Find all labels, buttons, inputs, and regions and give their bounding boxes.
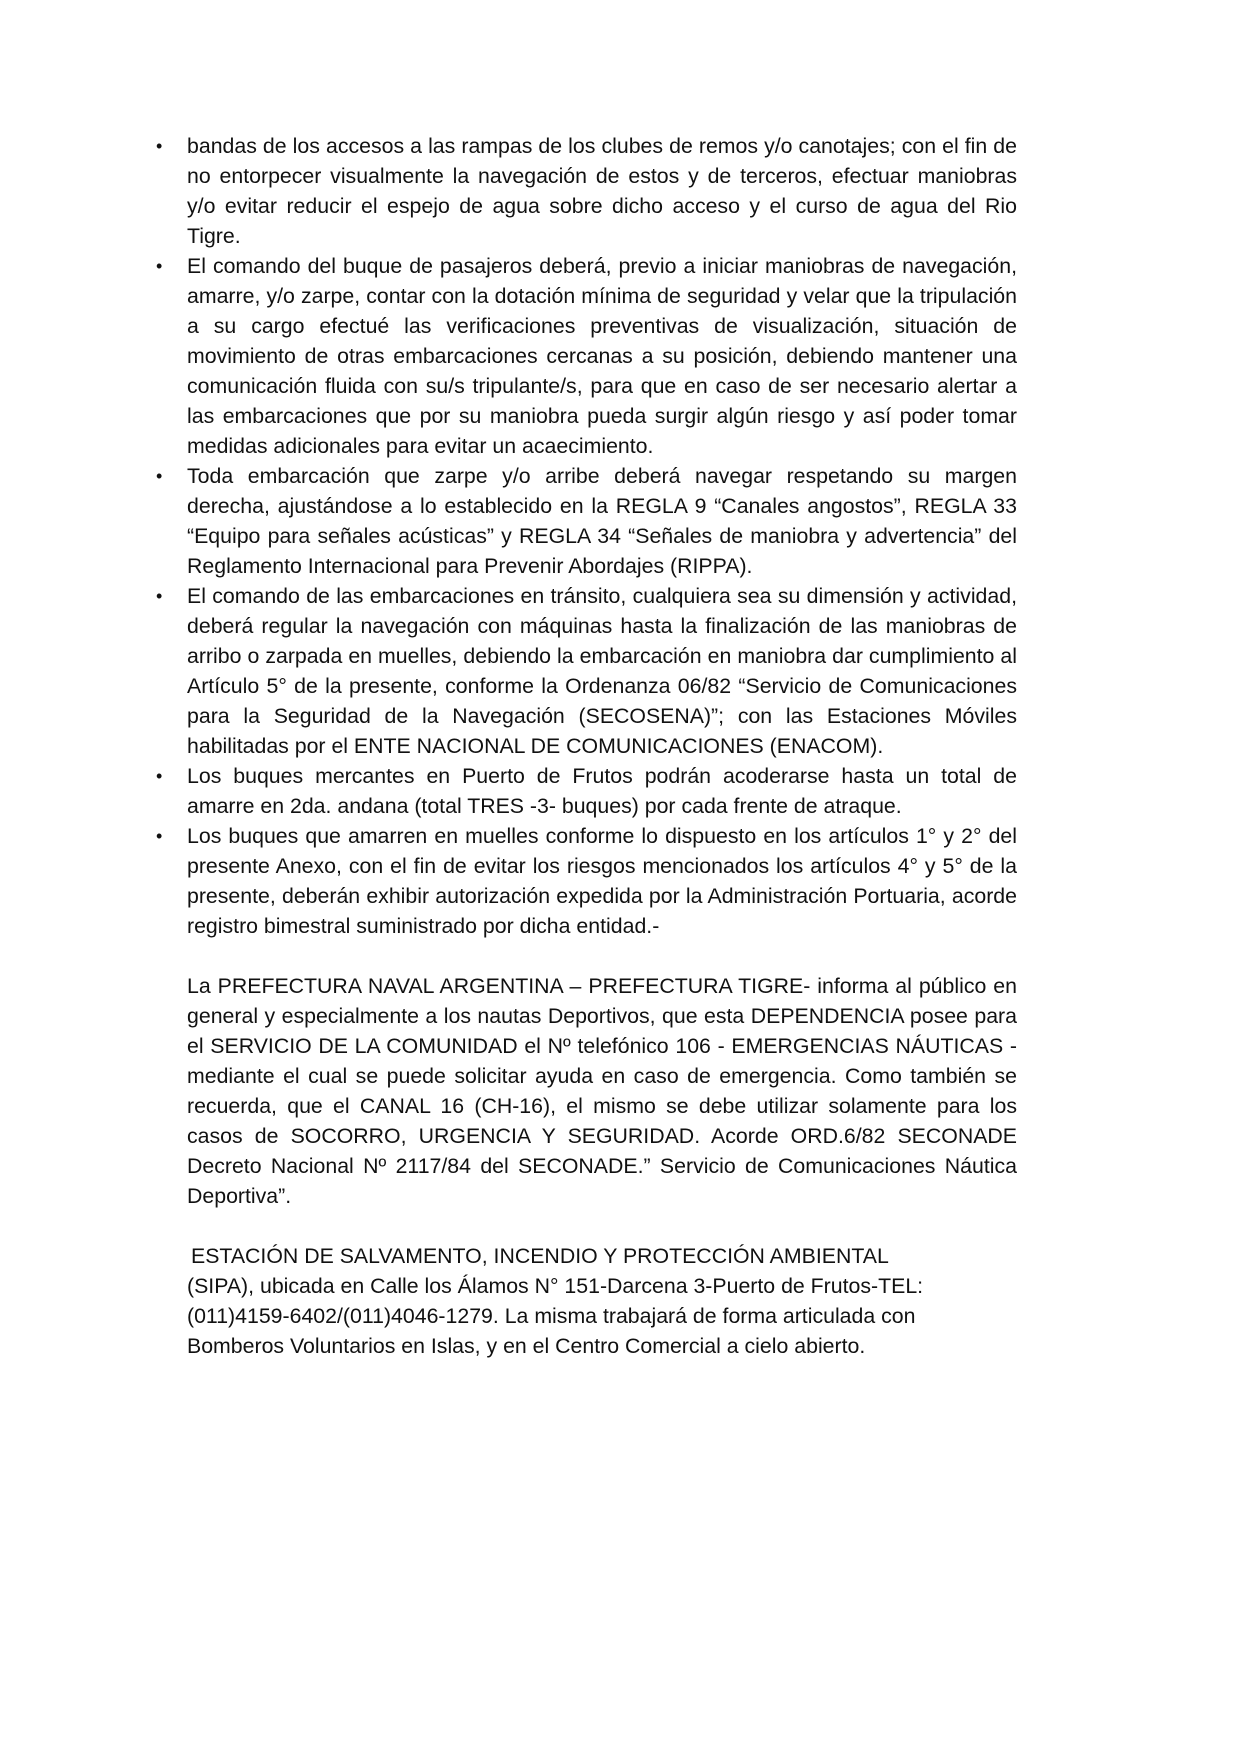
list-item [156,131,1017,251]
bullet-icon: • [156,586,163,606]
list-item-text: Los buques mercantes en Puerto de Frutos podrán acoderarse hasta un total de amarre en 2da. andana (total TRES -3- buques) por cada frente de atraque. [187,764,1017,818]
list-item [156,761,1017,821]
bullet-list [156,131,1017,941]
bullet-icon: • [156,136,163,156]
station-line: (011)4159-6402/(011)4046-1279. La misma trabajará de forma articulada con [187,1304,916,1328]
station-line: Bomberos Voluntarios en Islas, y en el Centro Comercial a cielo abierto. [187,1334,866,1358]
bullet-icon: • [156,256,163,276]
list-item-text: Los buques que amarren en muelles conforme lo dispuesto en los artículos 1° y 2° del presente Anexo, con el fin de evitar los riesgos mencionados los artículos 4° y 5° de la presente, deberán exhibir autorización expedida por la Administración Portuaria, acorde registro bimestral suministrado por dicha entidad.- [187,824,1017,938]
list-item-text: El comando de las embarcaciones en tránsito, cualquiera sea su dimensión y actividad, deberá regular la navegación con máquinas hasta la finalización de las maniobras de arribo o zarpada en muelles, debiendo la embarcación en maniobra dar cumplimiento al Artículo 5° de la presente, conforme la Ordenanza 06/82 “Servicio de Comunicaciones para la Seguridad de la Navegación (SECOSENA)”; con las Estaciones Móviles habilitadas por el ENTE NACIONAL DE COMUNICACIONES (ENACOM). [187,584,1017,758]
list-item-text: Toda embarcación que zarpe y/o arribe deberá navegar respetando su margen derecha, ajustándose a lo establecido en la REGLA 9 “Canales angostos”, REGLA 33 “Equipo para señales acústicas” y REGLA 34 “Señales de maniobra y advertencia” del Reglamento Internacional para Prevenir Abordajes (RIPPA). [187,464,1017,578]
list-item [156,461,1017,581]
list-item [156,251,1017,461]
bullet-icon: • [156,466,163,486]
document-page [156,131,1017,1361]
list-item [156,821,1017,941]
list-item [156,581,1017,761]
sipa-station-paragraph [187,1241,947,1361]
list-item-text: bandas de los accesos a las rampas de los clubes de remos y/o canotajes; con el fin de no entorpecer visualmente la navegación de estos y de terceros, efectuar maniobras y/o evitar reducir el espejo de agua sobre dicho acceso y el curso de agua del Rio Tigre. [187,134,1017,248]
station-line: (SIPA), ubicada en Calle los Álamos N° 151-Darcena 3-Puerto de Frutos-TEL: [187,1274,924,1298]
prefectura-notice-paragraph: La PREFECTURA NAVAL ARGENTINA – PREFECTURA TIGRE- informa al público en general y especialmente a los nautas Deportivos, que esta DEPENDENCIA posee para el SERVICIO DE LA COMUNIDAD el Nº telefónico 106 - EMERGENCIAS NÁUTICAS - mediante el cual se puede solicitar ayuda en caso de emergencia. Como también se recuerda, que el CANAL 16 (CH-16), el mismo se debe utilizar solamente para los casos de SOCORRO, URGENCIA Y SEGURIDAD. Acorde ORD.6/82 SECONADE Decreto Nacional Nº 2117/84 del SECONADE.” Servicio de Comunicaciones Náutica Deportiva”. [187,974,1017,1208]
bullet-icon: • [156,826,163,846]
bullet-icon: • [156,766,163,786]
station-line: ESTACIÓN DE SALVAMENTO, INCENDIO Y PROTECCIÓN AMBIENTAL [191,1244,889,1268]
list-item-text: El comando del buque de pasajeros deberá, previo a iniciar maniobras de navegación, amarre, y/o zarpe, contar con la dotación mínima de seguridad y velar que la tripulación a su cargo efectué las verificaciones preventivas de visualización, situación de movimiento de otras embarcaciones cercanas a su posición, debiendo mantener una comunicación fluida con su/s tripulante/s, para que en caso de ser necesario alertar a las embarcaciones que por su maniobra pueda surgir algún riesgo y así poder tomar medidas adicionales para evitar un acaecimiento. [187,254,1017,458]
